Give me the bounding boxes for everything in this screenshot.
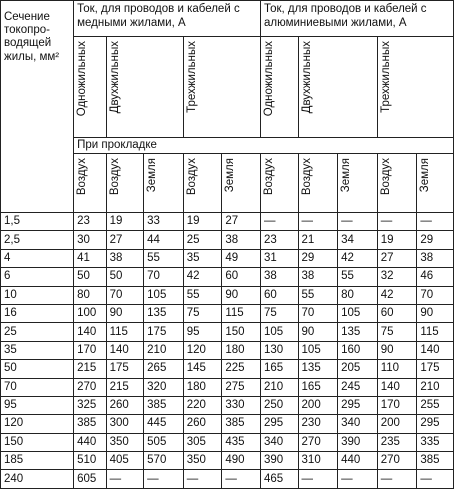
current-cell: 260: [183, 415, 222, 433]
table-row: [1, 470, 454, 488]
current-cell: 32: [377, 268, 417, 286]
current-cell: 135: [298, 360, 338, 378]
section-header-line-1: Сечение: [4, 11, 50, 23]
current-cell: 120: [183, 341, 222, 359]
current-cell: 29: [298, 249, 338, 267]
current-cell: 385: [144, 396, 184, 414]
current-cell: 220: [183, 396, 222, 414]
current-cell: —: [377, 213, 417, 231]
current-cell: 340: [260, 433, 298, 451]
section-cell: 35: [1, 341, 74, 359]
copper-single-air-header: Воздух: [74, 154, 106, 213]
current-cell: 165: [260, 360, 298, 378]
current-cell: 170: [377, 396, 417, 414]
table-row: [1, 341, 454, 359]
current-cell: 330: [222, 396, 261, 414]
copper-three-air-header: Воздух: [183, 154, 222, 213]
section-cell: 240: [1, 470, 74, 488]
current-cell: 31: [260, 249, 298, 267]
copper-three-ground-header: Земля: [222, 154, 261, 213]
table-row: [1, 213, 454, 231]
current-cell: 42: [338, 249, 378, 267]
current-cell: 350: [106, 433, 144, 451]
copper-two-ground-header: Земля: [144, 154, 184, 213]
section-cell: 2,5: [1, 231, 74, 249]
current-cell: 27: [377, 249, 417, 267]
current-cell: 270: [74, 378, 106, 396]
current-cell: 23: [74, 213, 106, 231]
current-cell: 140: [106, 341, 144, 359]
current-cell: 260: [106, 396, 144, 414]
current-cell: 275: [222, 378, 261, 396]
current-cell: 165: [298, 378, 338, 396]
table-row: [1, 378, 454, 396]
current-cell: 42: [183, 268, 222, 286]
section-cell: 10: [1, 286, 74, 304]
current-cell: 295: [338, 396, 378, 414]
current-cell: 405: [106, 452, 144, 470]
current-cell: 320: [144, 378, 184, 396]
aluminum-two-air-header: Воздух: [298, 154, 338, 213]
current-cell: 90: [106, 304, 144, 322]
current-cell: 175: [106, 360, 144, 378]
current-cell: —: [417, 470, 454, 488]
current-cell: 230: [298, 415, 338, 433]
current-cell: 180: [183, 378, 222, 396]
aluminum-single-core-header: Одножильных: [260, 37, 298, 138]
current-cell: 105: [338, 304, 378, 322]
current-cell: 505: [144, 433, 184, 451]
aluminum-three-ground-header: Земля: [417, 154, 454, 213]
table-header: [1, 1, 454, 213]
current-cell: 130: [260, 341, 298, 359]
current-cell: 27: [222, 213, 261, 231]
current-cell: 160: [338, 341, 378, 359]
current-cell: 95: [183, 323, 222, 341]
current-cell: 145: [183, 360, 222, 378]
current-cell: 180: [222, 341, 261, 359]
current-cell: 510: [74, 452, 106, 470]
current-cell: 38: [106, 249, 144, 267]
current-cell: 30: [74, 231, 106, 249]
current-cell: 44: [144, 231, 184, 249]
current-cell: 19: [106, 213, 144, 231]
current-cell: 60: [377, 304, 417, 322]
current-cell: —: [106, 470, 144, 488]
current-cell: 105: [260, 323, 298, 341]
table-row: [1, 323, 454, 341]
current-cell: 90: [298, 323, 338, 341]
section-cell: 120: [1, 415, 74, 433]
current-cell: 60: [222, 268, 261, 286]
current-cell: —: [298, 470, 338, 488]
section-cell: 70: [1, 378, 74, 396]
current-cell: 70: [144, 268, 184, 286]
current-cell: 335: [417, 433, 454, 451]
current-cell: 55: [298, 286, 338, 304]
current-cell: 300: [106, 415, 144, 433]
current-cell: 210: [144, 341, 184, 359]
current-cell: 385: [222, 415, 261, 433]
current-cell: 23: [260, 231, 298, 249]
current-cell: 385: [417, 452, 454, 470]
current-cell: 270: [298, 433, 338, 451]
current-cell: 38: [417, 249, 454, 267]
current-cell: 55: [338, 268, 378, 286]
current-cell: 49: [222, 249, 261, 267]
current-cell: —: [144, 470, 184, 488]
section-cell: 150: [1, 433, 74, 451]
table-row: [1, 396, 454, 414]
current-cell: 115: [417, 323, 454, 341]
current-cell: 55: [144, 249, 184, 267]
current-cell: 55: [183, 286, 222, 304]
current-cell: —: [338, 470, 378, 488]
table-row: [1, 304, 454, 322]
current-cell: 210: [260, 378, 298, 396]
table-row: [1, 268, 454, 286]
current-cell: 215: [106, 378, 144, 396]
current-cell: 435: [222, 433, 261, 451]
current-cell: 135: [144, 304, 184, 322]
current-cell: 175: [417, 360, 454, 378]
current-cell: 34: [338, 231, 378, 249]
current-cell: 245: [338, 378, 378, 396]
copper-single-core-header: Одножильных: [74, 37, 106, 138]
current-cell: 305: [183, 433, 222, 451]
current-cell: 90: [417, 304, 454, 322]
current-cell: 25: [183, 231, 222, 249]
table-row: [1, 249, 454, 267]
current-cell: —: [260, 213, 298, 231]
current-cell: 310: [298, 452, 338, 470]
current-cell: 390: [338, 433, 378, 451]
current-cell: 70: [298, 304, 338, 322]
copper-two-core-header: Двухжильных: [106, 37, 183, 138]
current-cell: 295: [417, 415, 454, 433]
current-cell: 100: [74, 304, 106, 322]
current-cell: 465: [260, 470, 298, 488]
current-cell: —: [298, 213, 338, 231]
current-cell: 33: [144, 213, 184, 231]
current-cell: 29: [417, 231, 454, 249]
current-cell: 570: [144, 452, 184, 470]
current-cell: 215: [74, 360, 106, 378]
current-cell: 140: [74, 323, 106, 341]
current-cell: 445: [144, 415, 184, 433]
section-cell: 25: [1, 323, 74, 341]
current-cell: 75: [377, 323, 417, 341]
section-cell: 50: [1, 360, 74, 378]
current-cell: 75: [260, 304, 298, 322]
current-cell: 250: [260, 396, 298, 414]
current-cell: 390: [260, 452, 298, 470]
section-cell: 185: [1, 452, 74, 470]
current-cell: 90: [222, 286, 261, 304]
current-cell: 205: [338, 360, 378, 378]
current-cell: —: [377, 470, 417, 488]
current-cell: 170: [74, 341, 106, 359]
table-row: [1, 415, 454, 433]
section-cell: 1,5: [1, 213, 74, 231]
current-cell: 105: [298, 341, 338, 359]
current-cell: 70: [106, 286, 144, 304]
current-cell: 60: [260, 286, 298, 304]
current-cell: 140: [377, 378, 417, 396]
aluminum-group-header: Ток, для проводов и кабелей с алюминиевыми жилами, А: [260, 1, 453, 37]
aluminum-two-ground-header: Земля: [338, 154, 378, 213]
current-cell: 235: [377, 433, 417, 451]
current-cell: 350: [183, 452, 222, 470]
section-header-line-4: жилы, мм²: [4, 50, 60, 63]
section-cell: 16: [1, 304, 74, 322]
current-cell: —: [417, 213, 454, 231]
current-cell: 105: [144, 286, 184, 304]
current-cell: 140: [417, 341, 454, 359]
current-cell: 605: [74, 470, 106, 488]
current-cell: 41: [74, 249, 106, 267]
section-header: [1, 1, 74, 213]
current-cell: 385: [74, 415, 106, 433]
current-cell: 295: [260, 415, 298, 433]
aluminum-single-air-header: Воздух: [260, 154, 298, 213]
current-cell: 80: [338, 286, 378, 304]
current-cell: 19: [183, 213, 222, 231]
current-cell: 265: [144, 360, 184, 378]
current-cell: —: [338, 213, 378, 231]
current-cell: 46: [417, 268, 454, 286]
table-row: [1, 231, 454, 249]
current-cell: 325: [74, 396, 106, 414]
current-cell: 80: [74, 286, 106, 304]
current-cell: 115: [222, 304, 261, 322]
current-cell: 440: [74, 433, 106, 451]
table-body: [1, 213, 454, 489]
section-cell: 95: [1, 396, 74, 414]
current-cell: 135: [338, 323, 378, 341]
aluminum-three-core-header: Трехжильных: [377, 37, 453, 138]
current-cell: 38: [260, 268, 298, 286]
table-row: [1, 286, 454, 304]
section-cell: 6: [1, 268, 74, 286]
section-header-line-2: токопро-: [4, 24, 50, 37]
table-row: [1, 360, 454, 378]
current-cell: 21: [298, 231, 338, 249]
copper-three-core-header: Трехжильных: [183, 37, 260, 138]
current-cell: 38: [222, 231, 261, 249]
table-row: [1, 433, 454, 451]
current-cell: 440: [338, 452, 378, 470]
current-cell: 70: [417, 286, 454, 304]
current-cell: 110: [377, 360, 417, 378]
current-cell: 270: [377, 452, 417, 470]
current-cell: 490: [222, 452, 261, 470]
current-cell: 255: [417, 396, 454, 414]
current-cell: 225: [222, 360, 261, 378]
current-cell: 38: [298, 268, 338, 286]
aluminum-three-air-header: Воздух: [377, 154, 417, 213]
current-cell: 27: [106, 231, 144, 249]
current-cell: 340: [338, 415, 378, 433]
table-row: [1, 452, 454, 470]
current-cell: 42: [377, 286, 417, 304]
header-row-1: [1, 1, 454, 37]
current-cell: 19: [377, 231, 417, 249]
current-cell: 210: [417, 378, 454, 396]
current-cell: 35: [183, 249, 222, 267]
current-cell: 200: [377, 415, 417, 433]
current-cell: 115: [106, 323, 144, 341]
current-cell: 90: [377, 341, 417, 359]
current-cell: 50: [106, 268, 144, 286]
current-cell: 175: [144, 323, 184, 341]
current-cell: 75: [183, 304, 222, 322]
section-cell: 4: [1, 249, 74, 267]
aluminum-two-core-header: Двухжильных: [298, 37, 377, 138]
copper-two-air-header: Воздух: [106, 154, 144, 213]
copper-group-header: Ток, для проводов и кабелей с медными жилами, А: [74, 1, 261, 37]
laying-header: При прокладке: [74, 138, 454, 154]
current-cell: 50: [74, 268, 106, 286]
current-cell: —: [183, 470, 222, 488]
current-cell: 200: [298, 396, 338, 414]
section-header-line-3: водящей: [4, 37, 52, 50]
current-cell: 150: [222, 323, 261, 341]
current-cell: —: [222, 470, 261, 488]
